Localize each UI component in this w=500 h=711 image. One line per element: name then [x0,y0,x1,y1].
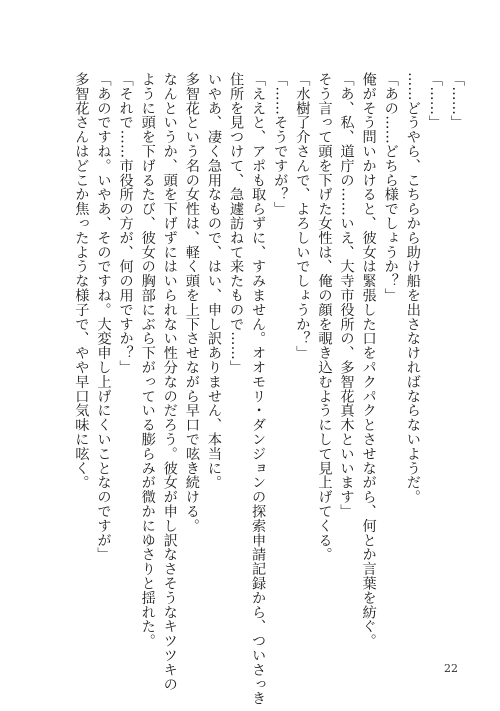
text-line: 俺がそう問いかけると、彼女は緊張した口をパクパクとさせながら、何とか言葉を紡ぐ。 [360,72,377,648]
text-line: そう言って頭を下げた女性は、俺の顔を覗き込むようにして見上げてくる。 [316,72,333,562]
text-line: 「……」 [426,72,443,130]
text-line: 「……」 [449,72,465,130]
text-line: 住所を見つけて、急遽訪ねて来たもので……」 [228,72,245,375]
text-line: なんというか、頭を下げずにはいられない性分なのだろう。彼女が申し訳なさそうなキツツキの [161,72,178,692]
text-line: 「……そうですが？」 [272,72,289,216]
text-line: 「水樹了介さんで、よろしいでしょうか？」 [294,72,311,360]
text-line: 「ええと、アポも取らずに、すみません。オオモリ・ダンジョンの探索申請記録から、ついさっき [250,72,267,706]
text-line: いやあ、凄く急用なもので、はい、申し訳ありません、本当に。 [205,72,222,490]
text-line: 「あ、私、道庁の……いえ、大寺市役所の、多智花真木といいます」 [338,72,355,519]
text-line: 「それで……市役所の方が、何の用ですか？」 [117,72,134,375]
text-line: 「あのですね。いやあ、そのですね。大変申し上げにくいことなのですが」 [95,72,112,562]
text-line: ように頭を下げるたび、彼女の胸部にぶら下がっている膨らみが微かにゆさりと揺れた。 [139,72,156,648]
text-line: ……どうやら、こちらから助け船を出さなければならないようだ。 [404,72,421,504]
text-line: 多智花という名の女性は、軽く頭を上下させながら早口で呟き続ける。 [183,72,200,533]
text-line: 「あの……どちら様でしょうか？」 [382,72,399,303]
text-line: 多智花さんはどこか焦ったような様子で、やや早口気味に呟く。 [73,72,90,490]
page-number: 22 [444,662,458,675]
